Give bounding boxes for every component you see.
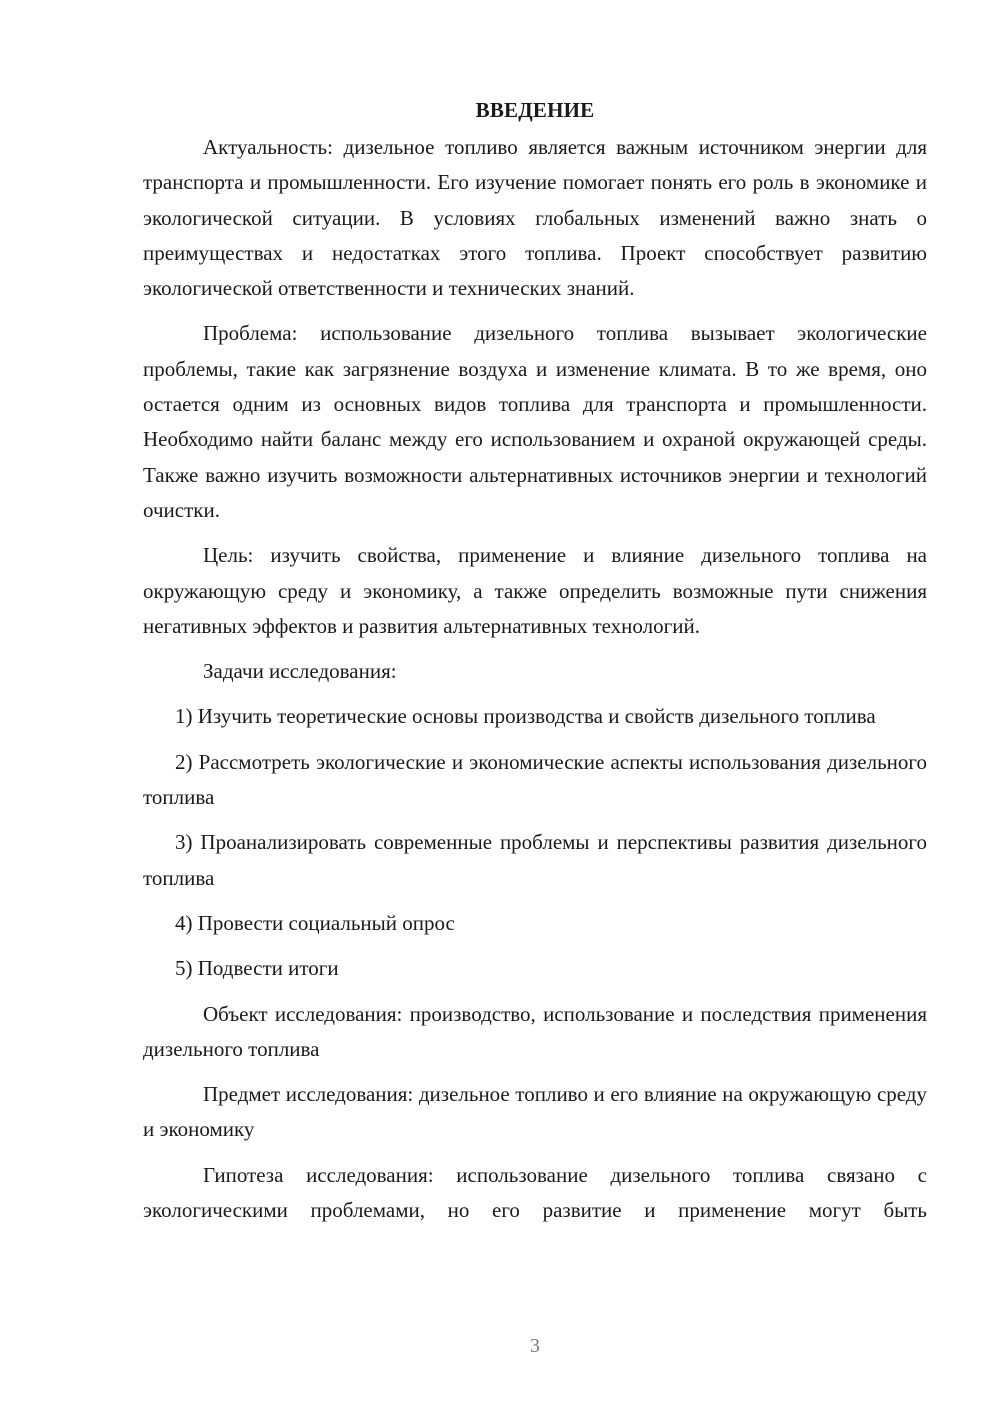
paragraph-relevance: Актуальность: дизельное топливо является важным источником энергии для транспорта и промышленности. Его изучение помогает понять его роль в экономике и экологической ситуации. В условиях глобальных изменений важно знать о преимуществах и недостатках этого топлива. Проект способствует развитию экологической ответственности и технических знаний. [143, 135, 927, 301]
paragraph-problem: Проблема: использование дизельного топлива вызывает экологические проблемы, такие как загрязнение воздуха и изменение климата. В то же время, оно остается одним из основных видов топлива для транспорта и промышленности. Необходимо найти баланс между его использованием и охраной окружающей среды. Также важно изучить возможности альтернативных источников энергии и технологий очистки. [143, 321, 927, 522]
paragraph-object: Объект исследования: производство, использование и последствия применения дизельного топлива [143, 1001, 927, 1061]
paragraph-tasks-title: Задачи исследования: [203, 659, 397, 684]
document-page [143, 93, 927, 1238]
list-item-task-5: 5) Подвести итоги [175, 956, 339, 981]
list-item-task-3: 3) Проанализировать современные проблемы и перспективы развития дизельного топлива [143, 830, 927, 890]
paragraph-hypothesis: Гипотеза исследования: использование дизельного топлива связано с экологическими проблемами, но его развитие и применение могут быть [143, 1162, 927, 1223]
paragraph-goal: Цель: изучить свойства, применение и влияние дизельного топлива на окружающую среду и экономику, а также определить возможные пути снижения негативных эффектов и развития альтернативных технологий. [143, 543, 927, 638]
list-item-task-4: 4) Провести социальный опрос [175, 910, 455, 935]
list-item-task-1: 1) Изучить теоретические основы производства и свойств дизельного топлива [175, 704, 876, 729]
list-item-task-2: 2) Рассмотреть экологические и экономические аспекты использования дизельного топлива [143, 749, 927, 810]
paragraph-subject: Предмет исследования: дизельное топливо и его влияние на окружающую среду и экономику [143, 1082, 927, 1142]
section-heading: ВВЕДЕНИЕ [475, 98, 595, 122]
page-number: 3 [530, 1335, 540, 1357]
